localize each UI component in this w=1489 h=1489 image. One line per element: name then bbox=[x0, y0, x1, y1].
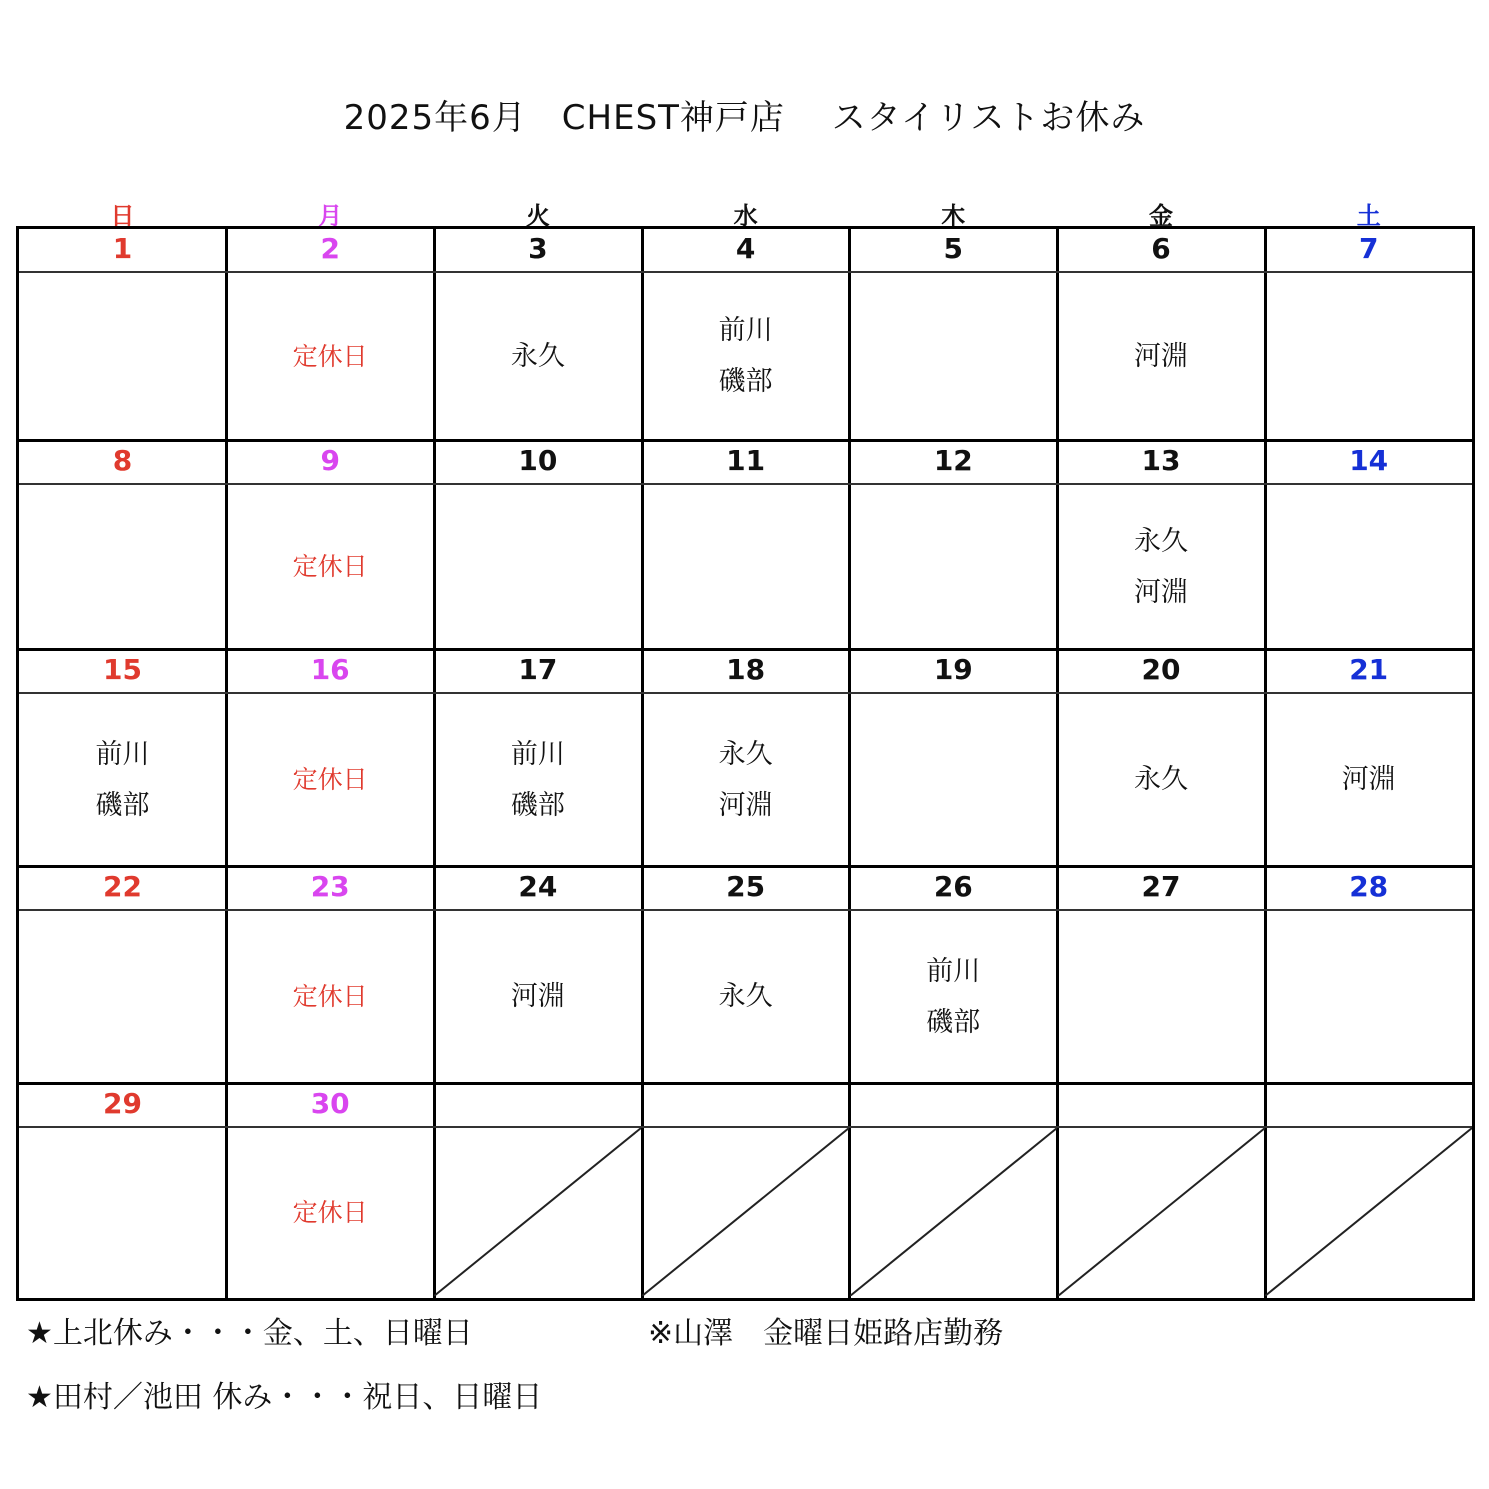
day-off-list bbox=[434, 485, 641, 648]
day-number: 5 bbox=[943, 232, 964, 265]
day-off-list bbox=[227, 273, 434, 439]
empty-day-slash bbox=[1058, 1128, 1265, 1296]
day-cell bbox=[19, 867, 226, 1084]
day-number: 11 bbox=[726, 444, 766, 477]
day-off-list bbox=[1058, 485, 1265, 648]
day-cell bbox=[642, 650, 849, 867]
stylist-name: 河淵 bbox=[1341, 764, 1396, 795]
day-cell bbox=[19, 650, 226, 867]
day-off-list bbox=[227, 694, 434, 865]
day-cell bbox=[1265, 229, 1472, 441]
day-off-list bbox=[19, 1128, 226, 1296]
stylist-name: 磯部 bbox=[95, 789, 150, 821]
day-cell bbox=[1058, 441, 1265, 650]
day-cell bbox=[19, 229, 226, 441]
day-number bbox=[850, 1084, 1057, 1124]
day-cell bbox=[434, 229, 641, 441]
day-number: 4 bbox=[735, 232, 756, 265]
stylist-name: 永久 bbox=[718, 738, 773, 770]
day-cell bbox=[642, 441, 849, 650]
stylist-name: 前川 bbox=[926, 955, 981, 987]
empty-day-slash bbox=[642, 1128, 849, 1296]
day-cell bbox=[1265, 650, 1472, 867]
day-off-list bbox=[227, 485, 434, 648]
day-number: 15 bbox=[103, 653, 142, 686]
day-off-list bbox=[1265, 273, 1472, 439]
weekday-label: 火 bbox=[525, 202, 550, 230]
stylist-name: 磯部 bbox=[718, 366, 773, 397]
day-cell bbox=[227, 229, 434, 441]
day-cell bbox=[850, 650, 1057, 867]
day-cell bbox=[434, 650, 641, 867]
day-cell bbox=[1058, 650, 1265, 867]
day-cell bbox=[850, 1084, 1057, 1298]
page-title: 2025年6月 CHEST神戸店 スタイリストお休み bbox=[343, 98, 1146, 138]
weekday-label: 日 bbox=[110, 202, 135, 230]
day-off-list bbox=[19, 273, 226, 439]
day-off-list bbox=[227, 911, 434, 1082]
day-cell bbox=[19, 441, 226, 650]
closed-day-label: 定休日 bbox=[292, 1197, 368, 1227]
day-number: 29 bbox=[103, 1087, 142, 1120]
day-off-list bbox=[19, 485, 226, 648]
day-cell bbox=[227, 441, 434, 650]
day-number bbox=[434, 1084, 641, 1124]
day-number: 6 bbox=[1151, 232, 1171, 265]
empty-day-slash bbox=[434, 1128, 641, 1296]
day-off-list bbox=[434, 694, 641, 865]
day-off-list bbox=[1058, 911, 1265, 1082]
day-number: 10 bbox=[518, 444, 558, 477]
note-uekita: ★上北休み・・・金、土、日曜日 bbox=[26, 1316, 473, 1351]
weekday-label: 水 bbox=[733, 202, 758, 230]
day-number: 13 bbox=[1141, 444, 1181, 477]
stylist-name: 磯部 bbox=[510, 789, 565, 821]
day-cell bbox=[227, 867, 434, 1084]
empty-day-slash bbox=[1265, 1128, 1472, 1296]
day-number: 7 bbox=[1358, 232, 1379, 265]
weekday-label: 金 bbox=[1149, 202, 1173, 230]
day-number: 9 bbox=[320, 444, 340, 477]
day-number: 19 bbox=[933, 653, 973, 686]
day-off-list bbox=[434, 273, 641, 439]
day-number: 28 bbox=[1349, 870, 1389, 903]
day-cell bbox=[434, 867, 641, 1084]
day-number: 27 bbox=[1141, 870, 1181, 903]
day-cell bbox=[850, 229, 1057, 441]
day-cell bbox=[850, 441, 1057, 650]
stylist-name: 前川 bbox=[510, 738, 565, 770]
day-number bbox=[1265, 1084, 1472, 1124]
day-off-list bbox=[642, 485, 849, 648]
note-yamazawa: ※山澤 金曜日姫路店勤務 bbox=[648, 1316, 1004, 1351]
day-number: 1 bbox=[112, 232, 133, 265]
day-cell bbox=[642, 867, 849, 1084]
day-number: 21 bbox=[1349, 653, 1389, 686]
day-off-list bbox=[1265, 694, 1472, 865]
stylist-name: 永久 bbox=[718, 981, 773, 1012]
day-cell bbox=[1058, 867, 1265, 1084]
day-cell bbox=[642, 229, 849, 441]
day-off-list bbox=[1058, 273, 1265, 439]
day-cell bbox=[850, 867, 1057, 1084]
day-off-list bbox=[1058, 694, 1265, 865]
day-number: 2 bbox=[320, 232, 340, 265]
closed-day-label: 定休日 bbox=[292, 982, 368, 1011]
day-number: 22 bbox=[103, 870, 142, 903]
stylist-name: 河淵 bbox=[510, 981, 565, 1012]
closed-day-label: 定休日 bbox=[292, 765, 368, 794]
day-cell bbox=[434, 1084, 641, 1298]
day-off-list bbox=[434, 911, 641, 1082]
day-off-list bbox=[642, 273, 849, 439]
day-cell bbox=[1058, 1084, 1265, 1298]
calendar-grid bbox=[16, 226, 1475, 1301]
day-number: 14 bbox=[1349, 444, 1389, 477]
stylist-name: 永久 bbox=[1134, 764, 1188, 795]
day-number: 8 bbox=[112, 444, 133, 477]
weekday-label: 月 bbox=[318, 202, 343, 230]
day-cell bbox=[434, 441, 641, 650]
stylist-name: 河淵 bbox=[1134, 576, 1188, 608]
stylist-name: 磯部 bbox=[926, 1006, 981, 1038]
day-number: 17 bbox=[518, 653, 558, 686]
day-number: 12 bbox=[933, 444, 973, 477]
day-number: 30 bbox=[310, 1087, 350, 1120]
day-number: 20 bbox=[1141, 653, 1181, 686]
day-cell bbox=[1265, 867, 1472, 1084]
day-number: 18 bbox=[726, 653, 766, 686]
day-off-list bbox=[850, 273, 1057, 439]
day-off-list bbox=[19, 694, 226, 865]
day-number: 3 bbox=[528, 232, 548, 265]
day-off-list bbox=[1265, 485, 1472, 648]
day-cell bbox=[227, 1084, 434, 1298]
day-number: 24 bbox=[518, 870, 558, 903]
day-cell bbox=[642, 1084, 849, 1298]
stylist-name: 河淵 bbox=[1134, 340, 1188, 372]
day-number: 23 bbox=[310, 870, 350, 903]
stylist-name: 前川 bbox=[718, 315, 773, 346]
day-off-list bbox=[850, 694, 1057, 865]
closed-day-label: 定休日 bbox=[292, 341, 368, 371]
day-number: 25 bbox=[726, 870, 766, 903]
day-off-list bbox=[850, 485, 1057, 648]
day-number: 26 bbox=[933, 870, 973, 903]
stylist-name: 永久 bbox=[1134, 525, 1188, 557]
day-cell bbox=[1058, 229, 1265, 441]
weekday-label: 土 bbox=[1356, 202, 1381, 230]
day-number bbox=[1058, 1084, 1265, 1124]
day-cell bbox=[1265, 1084, 1472, 1298]
stylist-name: 前川 bbox=[95, 738, 150, 770]
day-number bbox=[642, 1084, 849, 1124]
day-off-list bbox=[850, 911, 1057, 1082]
day-off-list bbox=[642, 694, 849, 865]
stylist-name: 河淵 bbox=[718, 789, 773, 821]
day-cell bbox=[1265, 441, 1472, 650]
note-tamura-ikeda: ★田村／池田 休み・・・祝日、日曜日 bbox=[26, 1380, 543, 1415]
day-off-list bbox=[642, 911, 849, 1082]
day-cell bbox=[19, 1084, 226, 1298]
day-off-list bbox=[19, 911, 226, 1082]
closed-day-label: 定休日 bbox=[292, 552, 368, 581]
empty-day-slash bbox=[850, 1128, 1057, 1296]
day-off-list bbox=[1265, 911, 1472, 1082]
day-number: 16 bbox=[310, 653, 350, 686]
stylist-name: 永久 bbox=[510, 340, 565, 372]
weekday-label: 木 bbox=[941, 202, 966, 230]
day-off-list bbox=[227, 1128, 434, 1296]
day-cell bbox=[227, 650, 434, 867]
